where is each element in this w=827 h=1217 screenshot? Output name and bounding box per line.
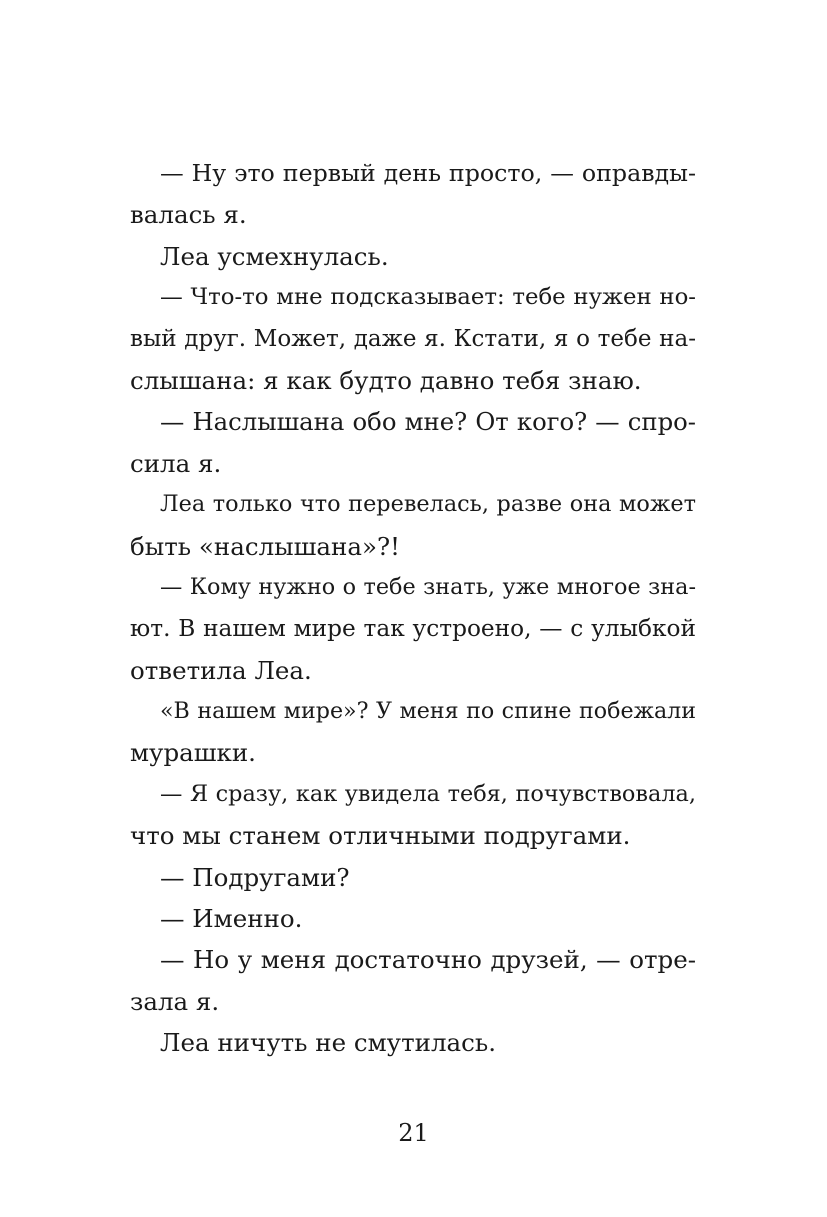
text-line-15: мурашки. [130,738,256,768]
text-line-10: быть «наслышана»?! [130,531,400,561]
body-text [130,153,696,1064]
text-line-3: Леа усмехнулась. [160,241,389,271]
text-line-6: слышана: я как будто давно тебя знаю. [130,365,642,395]
text-line-11: — Кому нужно о тебе знать, уже многое зна- [160,573,696,600]
text-line-18: — Подругами? [160,862,350,892]
text-line-20: — Но у меня достаточно друзей, — отре- [160,945,696,975]
text-line-22: Леа ничуть не смутилась. [160,1028,497,1058]
text-line-4: — Что-то мне подсказывает: тебе нужен но- [160,284,696,311]
text-line-14: «В нашем мире»? У меня по спине побежали [160,698,696,725]
text-line-12: ют. В нашем мире так устроено, — с улыбкой [130,615,696,643]
text-line-21: зала я. [130,986,220,1016]
text-line-19: — Именно. [160,904,303,934]
text-line-5: вый друг. Может, даже я. Кстати, я о тебе на- [130,325,696,352]
page-number: 21 [398,1119,429,1147]
text-line-17: что мы станем отличными подругами. [130,821,631,851]
text-line-2: валась я. [130,200,247,230]
text-line-8: сила я. [130,448,222,478]
text-line-1: — Ну это первый день просто, — оправды- [160,159,696,187]
text-line-9: Леа только что перевелась, разве она может [160,491,696,518]
text-line-13: ответила Леа. [130,655,312,685]
text-line-16: — Я сразу, как увидела тебя, почувствовала, [160,780,696,807]
text-line-7: — Наслышана обо мне? От кого? — спро- [160,407,696,437]
